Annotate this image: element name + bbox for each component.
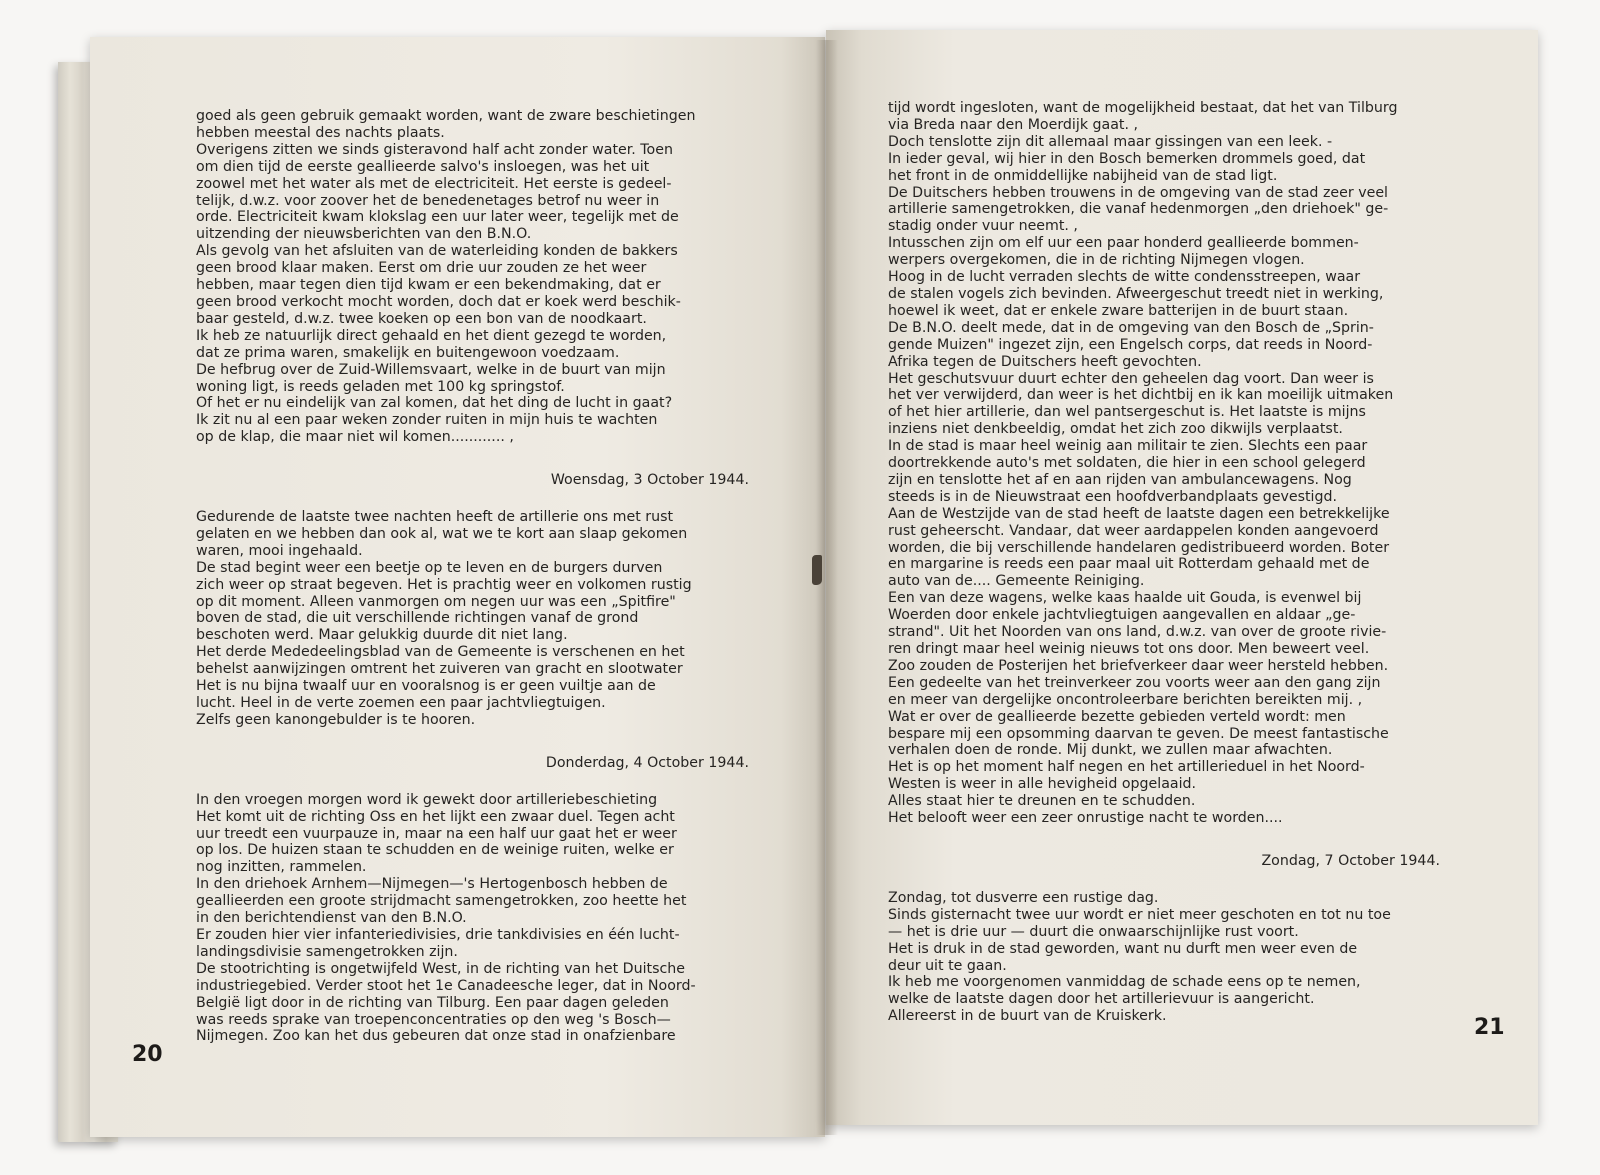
text-line: uur treedt een vuurpauze in, maar na een half uur gaat het er weer bbox=[196, 825, 677, 842]
page-number-left: 20 bbox=[132, 1042, 163, 1067]
text-line: geen brood verkocht mocht worden, doch dat er koek werd beschik- bbox=[196, 293, 681, 310]
text-line: deur uit te gaan. bbox=[888, 957, 1007, 974]
text-line: Ik heb ze natuurlijk direct gehaald en het dient gezegd te worden, bbox=[196, 327, 667, 344]
text-line: De stootrichting is ongetwijfeld West, in de richting van het Duitsche bbox=[196, 960, 685, 977]
text-line: — het is drie uur — duurt die onwaarschijnlijke rust voort. bbox=[888, 923, 1299, 940]
text-line: Of het er nu eindelijk van zal komen, dat het ding de lucht in gaat? bbox=[196, 395, 673, 412]
left-paragraph-block-2 bbox=[196, 509, 749, 729]
text-line: gelaten en we hebben dan ook al, wat we te kort aan slaap gekomen bbox=[196, 525, 688, 542]
text-line: waren, mooi ingehaald. bbox=[196, 542, 363, 559]
text-line: Afrika tegen de Duitschers heeft gevochten. bbox=[888, 353, 1202, 370]
text-line: tijd wordt ingesloten, want de mogelijkheid bestaat, dat het van Tilburg bbox=[888, 100, 1398, 116]
text-line: zoowel met het water als met de electriciteit. Het eerste is gedeel- bbox=[196, 175, 672, 192]
page-number-right: 21 bbox=[1474, 1015, 1505, 1040]
text-line: op dit moment. Alleen vanmorgen om negen uur was een „Spitfire" bbox=[196, 593, 676, 610]
text-line: stadig onder vuur neemt. , bbox=[888, 218, 1078, 235]
text-line: en meer van dergelijke oncontroleerbare berichten bereikten mij. , bbox=[888, 691, 1363, 708]
text-line: Woerden door enkele jachtvliegtuigen aangevallen en aldaar „ge- bbox=[888, 607, 1356, 624]
text-line: gende Muizen" ingezet zijn, een Engelsch corps, dat reeds in Noord- bbox=[888, 336, 1373, 353]
book-spine-gutter bbox=[816, 40, 838, 1135]
text-line: boven de stad, die uit verschillende richtingen vanaf de grond bbox=[196, 610, 639, 627]
text-line: Sinds gisternacht twee uur wordt er niet meer geschoten en tot nu toe bbox=[888, 906, 1391, 923]
text-line: Ik zit nu al een paar weken zonder ruiten in mijn huis te wachten bbox=[196, 412, 658, 429]
text-line: nog inzitten, rammelen. bbox=[196, 859, 367, 876]
text-line: Zelfs geen kanongebulder is te hooren. bbox=[196, 711, 476, 728]
text-line: zijn en tenslotte het af en aan rijden van ambulancewagens. Nog bbox=[888, 471, 1352, 488]
text-line: Allereerst in de buurt van de Kruiskerk. bbox=[888, 1008, 1167, 1025]
text-line: de stalen vogels zich bevinden. Afweergeschut treedt niet in werking, bbox=[888, 285, 1384, 302]
left-page-text bbox=[196, 108, 749, 1045]
text-line: dat ze prima waren, smakelijk en buitengewoon voedzaam. bbox=[196, 344, 620, 361]
text-line: Nijmegen. Zoo kan het dus gebeuren dat onze stad in onafzienbare bbox=[196, 1028, 676, 1045]
text-line: Zondag, tot dusverre een rustige dag. bbox=[888, 889, 1159, 906]
text-line: zich weer op straat begeven. Het is prachtig weer en volkomen rustig bbox=[196, 576, 692, 593]
binding-staple bbox=[812, 555, 822, 585]
text-line: bespare mij een opsomming daarvan te geven. De meest fantastische bbox=[888, 725, 1389, 742]
text-line: goed als geen gebruik gemaakt worden, want de zware beschietingen bbox=[196, 108, 696, 124]
diary-date-heading: Donderdag, 4 October 1944. bbox=[545, 754, 749, 771]
text-line: via Breda naar den Moerdijk gaat. , bbox=[888, 116, 1139, 133]
text-line: strand". Uit het Noorden van ons land, d.w.z. van over de groote rivie- bbox=[888, 624, 1387, 641]
text-line: Er zouden hier vier infanteriedivisies, drie tankdivisies en één lucht- bbox=[196, 926, 680, 943]
text-line: In ieder geval, wij hier in den Bosch bemerken drommels goed, dat bbox=[888, 150, 1366, 167]
text-line: Hoog in de lucht verraden slechts de witte condensstreepen, waar bbox=[888, 269, 1361, 286]
text-line: Alles staat hier te dreunen en te schudden. bbox=[888, 793, 1196, 810]
text-line: hebben meestal des nachts plaats. bbox=[196, 124, 445, 141]
text-line: Aan de Westzijde van de stad heeft de laatste dagen een betrekkelijke bbox=[888, 505, 1390, 522]
text-line: hoewel ik weet, dat er enkele zware batterijen in de buurt staan. bbox=[888, 302, 1349, 319]
text-line: Wat er over de geallieerde bezette gebieden verteld wordt: men bbox=[888, 708, 1346, 725]
text-line: werpers overgekomen, die in de richting Nijmegen vlogen. bbox=[888, 252, 1305, 269]
text-line: lucht. Heel in de verte zoemen een paar jachtvliegtuigen. bbox=[196, 695, 606, 711]
text-line: op los. De huizen staan te schudden en de weinige ruiten, welke er bbox=[196, 842, 674, 859]
diary-date-heading: Woensdag, 3 October 1944. bbox=[550, 472, 749, 489]
text-line: Overigens zitten we sinds gisteravond half acht zonder water. Toen bbox=[196, 141, 673, 158]
text-line: beschoten werd. Maar gelukkig duurde dit niet lang. bbox=[196, 627, 568, 644]
text-line: De Duitschers hebben trouwens in de omgeving van de stad zeer veel bbox=[888, 184, 1388, 201]
text-line: Als gevolg van het afsluiten van de waterleiding konden de bakkers bbox=[196, 243, 678, 260]
text-line: Zoo zouden de Posterijen het briefverkeer daar weer hersteld hebben. bbox=[888, 657, 1389, 674]
text-line: in den berichtendienst van den B.N.O. bbox=[196, 910, 467, 927]
text-line: België ligt door in de richting van Tilburg. Een paar dagen geleden bbox=[196, 994, 669, 1011]
text-line: het front in de onmiddellijke nabijheid van de stad ligt. bbox=[888, 167, 1278, 184]
text-line: Een gedeelte van het treinverkeer zou voorts weer aan den gang zijn bbox=[888, 674, 1381, 691]
text-line: Het is nu bijna twaalf uur en vooralsnog is er geen vuiltje aan de bbox=[196, 678, 656, 695]
text-line: De B.N.O. deelt mede, dat in de omgeving van den Bosch de „Sprin- bbox=[888, 319, 1374, 336]
text-line: of het hier artillerie, dan wel pantsergeschut is. Het laatste is mijns bbox=[888, 404, 1366, 421]
text-line: landingsdivisie samengetrokken zijn. bbox=[196, 943, 458, 960]
left-paragraph-block-1 bbox=[196, 108, 749, 446]
left-paragraph-block-3 bbox=[196, 792, 749, 1046]
text-line: artillerie samengetrokken, die vanaf hedenmorgen „den driehoek" ge- bbox=[888, 201, 1389, 218]
right-page-text bbox=[888, 100, 1440, 1025]
text-line: Het derde Mededeelingsblad van de Gemeente is verschenen en het bbox=[196, 644, 685, 661]
text-line: hebben, maar tegen dien tijd kwam er een bekendmaking, dat er bbox=[196, 277, 661, 294]
text-line: Het komt uit de richting Oss en het lijkt een zwaar duel. Tegen acht bbox=[196, 808, 675, 825]
text-line: Gedurende de laatste twee nachten heeft de artillerie ons met rust bbox=[196, 509, 674, 526]
text-line: industriegebied. Verder stoot het 1e Canadeesche leger, dat in Noord- bbox=[196, 977, 696, 994]
text-line: baar gesteld, d.w.z. twee koeken op een bon van de noodkaart. bbox=[196, 310, 647, 327]
text-line: woning ligt, is reeds geladen met 100 kg springstof. bbox=[196, 378, 565, 395]
text-line: orde. Electriciteit kwam klokslag een uur later weer, tegelijk met de bbox=[196, 209, 679, 226]
text-line: Het is druk in de stad geworden, want nu durft men weer even de bbox=[888, 940, 1358, 957]
diary-date-heading: Zondag, 7 October 1944. bbox=[1261, 852, 1440, 869]
text-line: De hefbrug over de Zuid-Willemsvaart, welke in de buurt van mijn bbox=[196, 361, 666, 378]
text-line: De stad begint weer een beetje op te leven en de burgers durven bbox=[196, 559, 663, 576]
text-line: Intusschen zijn om elf uur een paar honderd geallieerde bommen- bbox=[888, 235, 1359, 252]
text-line: steeds is in de Nieuwstraat een hoofdverbandplaats gevestigd. bbox=[888, 488, 1338, 505]
text-line: uitzending der nieuwsberichten van den B.N.O. bbox=[196, 226, 532, 243]
text-line: rust geheerscht. Vandaar, dat weer aardappelen konden aangevoerd bbox=[888, 522, 1379, 539]
text-line: geallieerden een groote strijdmacht samengetrokken, zoo heette het bbox=[196, 893, 687, 910]
text-line: op de klap, die maar niet wil komen............ , bbox=[196, 429, 514, 446]
text-line: verhalen doen de ronde. Mij dunkt, we zullen maar afwachten. bbox=[888, 742, 1333, 759]
text-line: welke de laatste dagen door het artillerievuur is aangericht. bbox=[888, 991, 1315, 1008]
text-line: was reeds sprake van troepenconcentraties op den weg 's Bosch— bbox=[196, 1011, 671, 1028]
text-line: telijk, d.w.z. voor zoover het de benedenetages betrof nu weer in bbox=[196, 192, 660, 209]
text-line: Het is op het moment half negen en het artillerieduel in het Noord- bbox=[888, 759, 1365, 776]
text-line: en margarine is reeds een paar maal uit Rotterdam gehaald met de bbox=[888, 556, 1370, 573]
text-line: In den vroegen morgen word ik gewekt door artilleriebeschieting bbox=[196, 791, 658, 808]
text-line: geen brood klaar maken. Eerst om drie uur zouden ze het weer bbox=[196, 260, 647, 277]
text-line: het ver verwijderd, dan weer is het dichtbij en ik kan moeilijk uitmaken bbox=[888, 387, 1394, 404]
text-line: Doch tenslotte zijn dit allemaal maar gissingen van een leek. - bbox=[888, 133, 1333, 150]
text-line: Westen is weer in alle hevigheid opgelaaid. bbox=[888, 776, 1197, 793]
text-line: In den driehoek Arnhem—Nijmegen—'s Hertogenbosch hebben de bbox=[196, 876, 668, 893]
text-line: om dien tijd de eerste geallieerde salvo's insloegen, was het uit bbox=[196, 158, 650, 175]
text-line: Een van deze wagens, welke kaas haalde uit Gouda, is evenwel bij bbox=[888, 590, 1362, 607]
text-line: Het belooft weer een zeer onrustige nacht te worden.... bbox=[888, 810, 1283, 827]
text-line: auto van de.... Gemeente Reiniging. bbox=[888, 573, 1145, 590]
text-line: Het geschutsvuur duurt echter den geheelen dag voort. Dan weer is bbox=[888, 370, 1374, 387]
text-line: behelst aanwijzingen omtrent het zuiveren van gracht en slootwater bbox=[196, 661, 683, 678]
text-line: ren dringt maar heel weinig nieuws tot ons door. Men beweert veel. bbox=[888, 641, 1370, 657]
right-paragraph-block-1 bbox=[888, 100, 1440, 827]
text-line: Ik heb me voorgenomen vanmiddag de schade eens op te nemen, bbox=[888, 974, 1361, 991]
text-line: inziens niet denkbeeldig, omdat het zich zoo dikwijls verplaatst. bbox=[888, 421, 1343, 438]
right-paragraph-block-2 bbox=[888, 890, 1440, 1025]
text-line: In de stad is maar heel weinig aan militair te zien. Slechts een paar bbox=[888, 438, 1368, 455]
text-line: worden, die bij verschillende handelaren gedistribueerd worden. Boter bbox=[888, 539, 1390, 556]
text-line: doortrekkende auto's met soldaten, die hier in een school gelegerd bbox=[888, 455, 1366, 472]
